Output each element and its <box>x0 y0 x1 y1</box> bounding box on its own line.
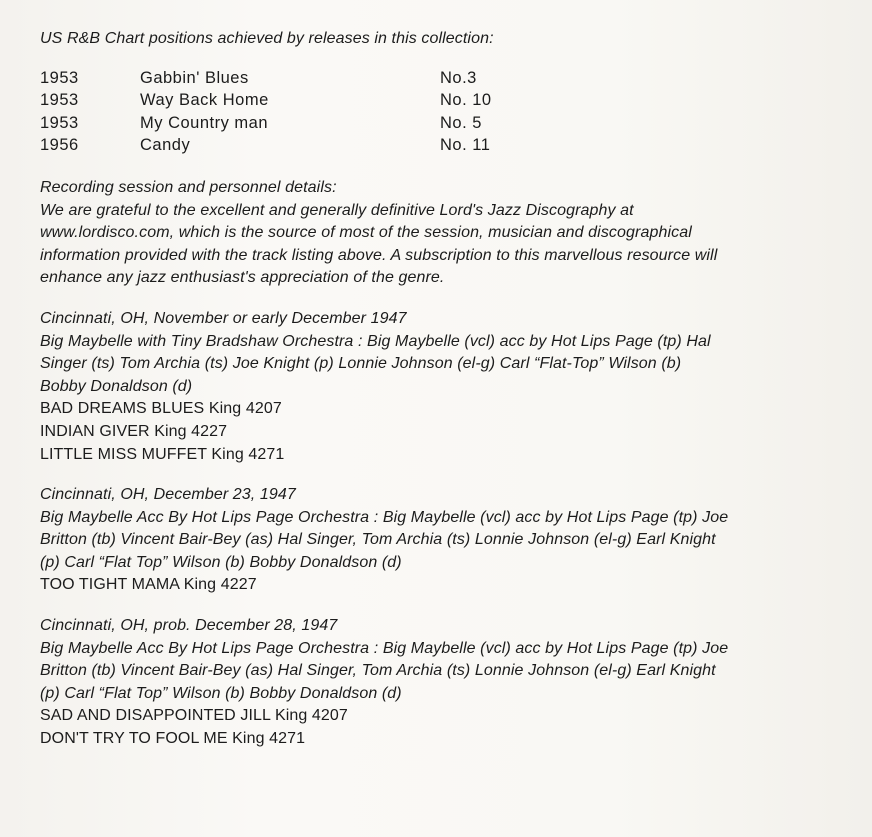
chart-title: Gabbin' Blues <box>140 68 249 87</box>
page-content <box>40 28 860 751</box>
chart-title: My Country man <box>140 113 269 132</box>
credits-line: enhance any jazz enthusiast's appreciation of the genre. <box>40 269 445 287</box>
track-listing: SAD AND DISAPPOINTED JILL King 4207 <box>40 707 348 725</box>
session-personnel: Big Maybelle Acc By Hot Lips Page Orchestra : Big Maybelle (vcl) acc by Hot Lips Page (tp) Joe <box>40 639 729 657</box>
track-listing: BAD DREAMS BLUES King 4207 <box>40 400 282 418</box>
chart-title: Way Back Home <box>140 91 269 110</box>
track-listing: INDIAN GIVER King 4227 <box>40 422 228 440</box>
credits-heading: Recording session and personnel details: <box>40 178 337 196</box>
session-personnel: Big Maybelle Acc By Hot Lips Page Orchestra : Big Maybelle (vcl) acc by Hot Lips Page (tp) Joe <box>40 508 729 526</box>
chart-year: 1956 <box>40 136 79 155</box>
chart-year: 1953 <box>40 68 79 87</box>
credits-line: www.lordisco.com, which is the source of most of the session, musician and discographical <box>40 224 692 242</box>
chart-position: No. 5 <box>440 113 482 132</box>
chart-row <box>40 89 860 112</box>
track-listing: DON'T TRY TO FOOL ME King 4271 <box>40 730 306 748</box>
session-block <box>40 615 860 751</box>
track-listing: TOO TIGHT MAMA King 4227 <box>40 576 257 594</box>
session-block <box>40 308 860 466</box>
chart-position: No. 11 <box>440 136 491 155</box>
session-personnel: Britton (tb) Vincent Bair-Bey (as) Hal Singer, Tom Archia (ts) Lonnie Johnson (el-g) Earl Knight <box>40 662 716 680</box>
session-personnel: Singer (ts) Tom Archia (ts) Joe Knight (p) Lonnie Johnson (el-g) Carl “Flat-Top” Wilson (b) <box>40 355 682 373</box>
session-personnel: (p) Carl “Flat Top” Wilson (b) Bobby Donaldson (d) <box>40 553 402 571</box>
chart-year: 1953 <box>40 91 79 110</box>
chart-row <box>40 134 860 157</box>
session-location: Cincinnati, OH, November or early December 1947 <box>40 309 407 327</box>
chart-position: No. 10 <box>440 91 492 110</box>
session-personnel: Big Maybelle with Tiny Bradshaw Orchestra : Big Maybelle (vcl) acc by Hot Lips Page (tp) Hal <box>40 332 711 350</box>
chart-positions-table <box>40 67 860 157</box>
chart-position: No.3 <box>440 68 477 87</box>
session-block <box>40 484 860 597</box>
session-location: Cincinnati, OH, prob. December 28, 1947 <box>40 617 338 635</box>
session-personnel: Britton (tb) Vincent Bair-Bey (as) Hal Singer, Tom Archia (ts) Lonnie Johnson (el-g) Earl Knight <box>40 531 716 549</box>
session-personnel: (p) Carl “Flat Top” Wilson (b) Bobby Donaldson (d) <box>40 684 402 702</box>
credits-section <box>40 177 860 290</box>
chart-row <box>40 67 860 90</box>
chart-positions-heading: US R&B Chart positions achieved by releases in this collection: <box>40 30 494 47</box>
session-location: Cincinnati, OH, December 23, 1947 <box>40 486 296 504</box>
credits-line: information provided with the track listing above. A subscription to this marvellous resource will <box>40 246 718 264</box>
chart-row <box>40 112 860 135</box>
chart-title: Candy <box>140 136 191 155</box>
credits-line: We are grateful to the excellent and generally definitive Lord's Jazz Discography at <box>40 201 634 219</box>
session-personnel: Bobby Donaldson (d) <box>40 377 193 395</box>
track-listing: LITTLE MISS MUFFET King 4271 <box>40 445 285 463</box>
chart-year: 1953 <box>40 113 79 132</box>
